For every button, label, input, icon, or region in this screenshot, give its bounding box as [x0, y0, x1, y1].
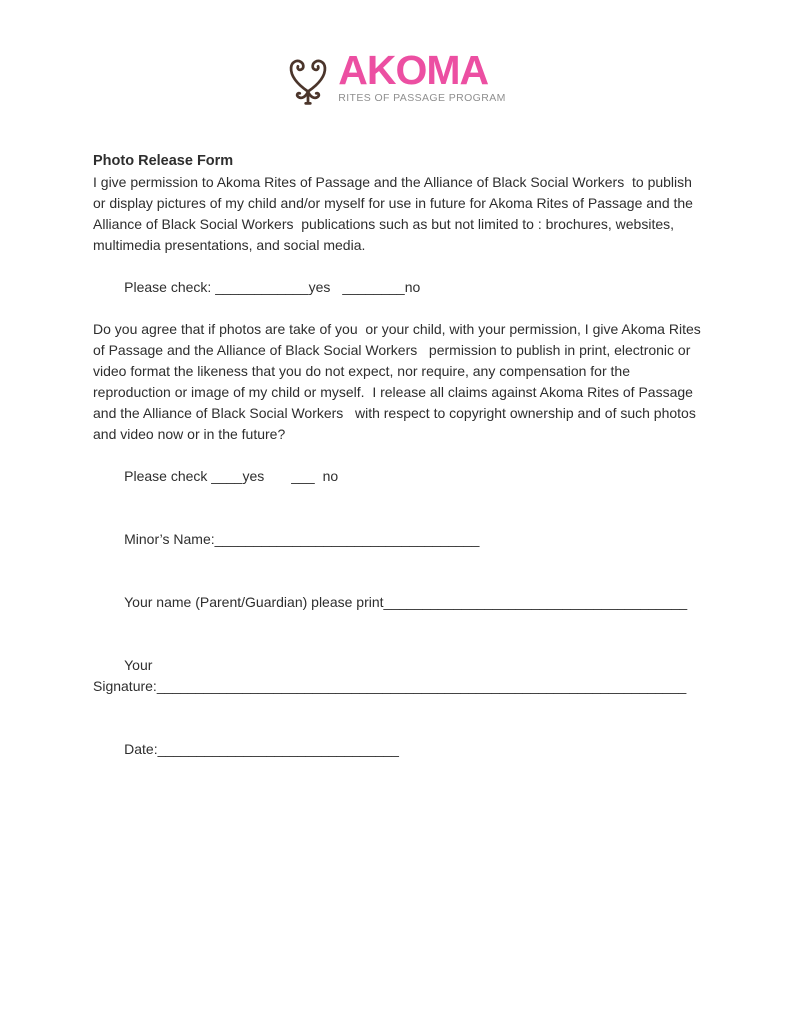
form-title: Photo Release Form: [93, 153, 234, 169]
check1-yes-blank[interactable]: ____________: [215, 279, 309, 295]
parent-name-field: [93, 571, 707, 634]
check2-label: Please check: [124, 468, 212, 484]
date-blank[interactable]: _______________________________: [157, 741, 399, 757]
date-field: [93, 718, 707, 781]
parent-name-blank[interactable]: _______________________________________: [383, 594, 688, 610]
form-body: [0, 151, 712, 781]
check1-yes-label: yes: [308, 279, 331, 295]
logo-title: AKOMA: [338, 47, 489, 93]
check2-no-blank[interactable]: ___: [291, 468, 315, 484]
signature-field: [93, 634, 707, 718]
check1-no-blank[interactable]: ________: [342, 279, 405, 295]
logo-tagline: RITES OF PASSAGE PROGRAM: [338, 91, 506, 104]
akoma-heart-icon: [285, 54, 331, 113]
signature-blank[interactable]: ____________________________________________________________________: [156, 678, 687, 694]
date-label: Date:: [124, 741, 158, 757]
signature-label: Your Signature:: [93, 657, 157, 694]
logo-text: [338, 47, 506, 104]
agreement-paragraph: Do you agree that if photos are take of you or your child, with your permission, I give Akoma Rites of Passage and the Alliance of Black Social Workers permission to publish in print, electronic or video format the likeness that you do not expect, nor require, any compensation for the reproduction or image of my child or myself. I release all claims against Akoma Rites of Passage and the Alliance of Black Social Workers with respect to copyright ownership and of such photos and video now or in the future?: [93, 321, 705, 442]
check-line-2: [93, 445, 707, 508]
permission-paragraph: I give permission to Akoma Rites of Passage and the Alliance of Black Social Workers to publish or display pictures of my child and/or myself for use in future for Akoma Rites of Passage and the Alliance of Black Social Workers publications such as but not limited to : brochures, websites, multimedia presentations, and social media.: [93, 174, 697, 253]
logo: [0, 0, 791, 113]
check1-no-label: no: [404, 279, 421, 295]
check2-no-label: no: [322, 468, 339, 484]
minor-name-field: [93, 508, 707, 571]
check2-yes-label: yes: [242, 468, 265, 484]
parent-name-label: Your name (Parent/Guardian) please print: [124, 594, 384, 610]
minor-name-label: Minor’s Name:: [124, 531, 215, 547]
check1-label: Please check:: [124, 279, 216, 295]
check2-yes-blank[interactable]: ____: [211, 468, 243, 484]
minor-name-blank[interactable]: __________________________________: [214, 531, 480, 547]
check-line-1: [93, 256, 707, 319]
